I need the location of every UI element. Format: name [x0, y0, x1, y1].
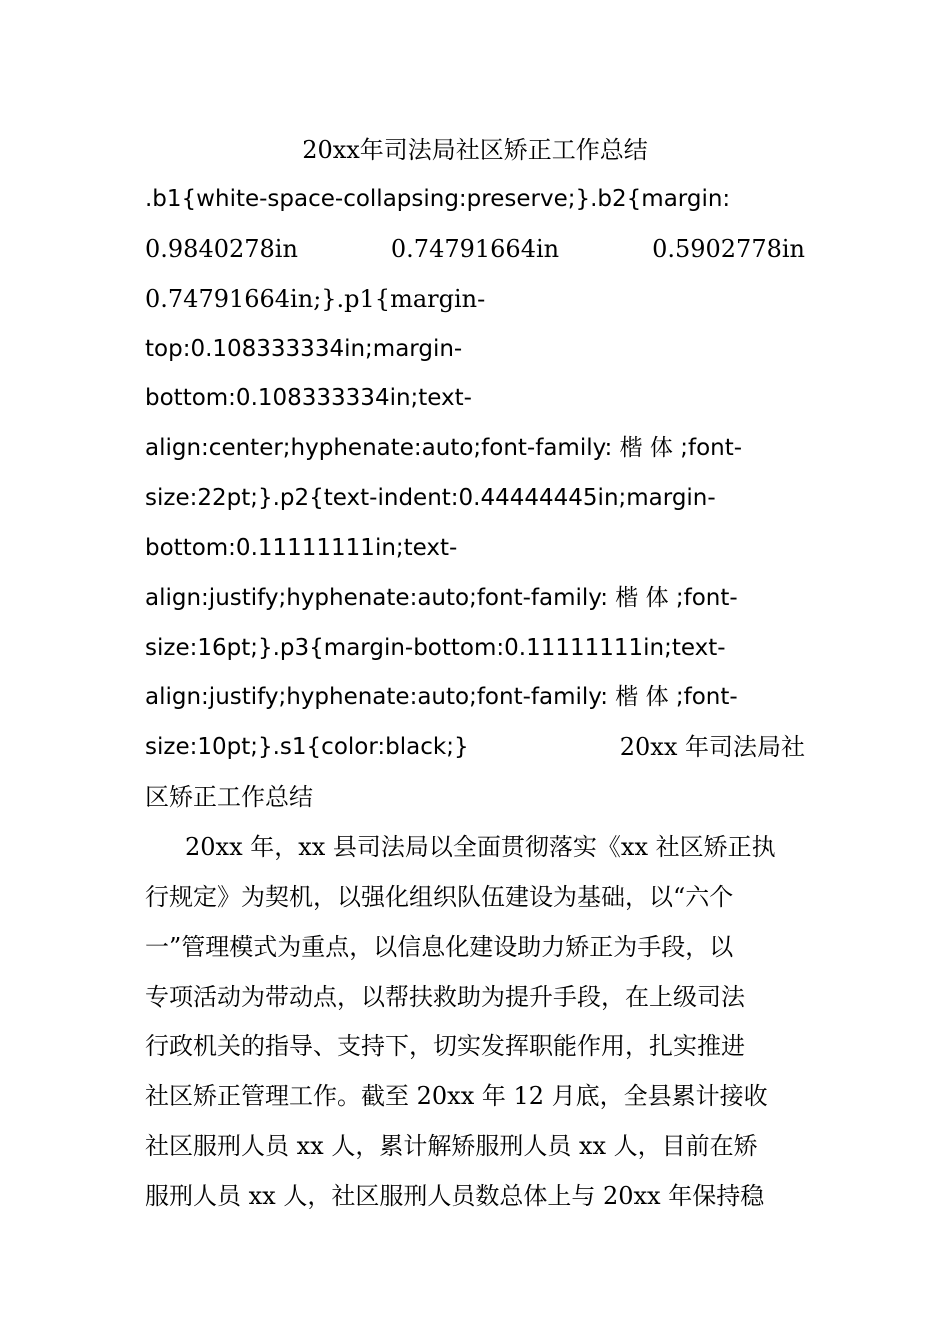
body-line: 社区矫正管理工作。截至 20xx 年 12 月底，全县累计接收	[145, 1082, 768, 1111]
body-line: 行规定》为契机，以强化组织队伍建设为基础，以“六个	[145, 882, 734, 911]
document-body	[145, 183, 805, 1230]
body-line: 专项活动为带动点，以帮扶救助为提升手段，在上级司法	[145, 982, 745, 1011]
body-line: 行政机关的指导、支持下，切实发挥职能作用，扎实推进	[145, 1032, 745, 1061]
margin-value: 0.9840278in	[145, 234, 298, 263]
css-text-line: 0.74791664in;}.p1{margin-	[145, 284, 486, 313]
body-line: 20xx 年，xx 县司法局以全面贯彻落实《xx 社区矫正执	[185, 832, 776, 861]
css-text-line: .b1{white-space-collapsing:preserve;}.b2{margin:	[145, 186, 731, 212]
css-text-line: align:justify;hyphenate:auto;font-family: 楷 体 ;font-	[145, 684, 738, 711]
margin-value: 0.5902778in	[652, 234, 805, 263]
css-last-line	[145, 731, 805, 781]
css-text-line: bottom:0.108333334in;text-	[145, 385, 472, 412]
css-text-line: align:justify;hyphenate:auto;font-family: 楷 体 ;font-	[145, 584, 738, 611]
css-text-line: top:0.108333334in;margin-	[145, 335, 463, 362]
body-line: 社区服刑人员 xx 人，累计解矫服刑人员 xx 人，目前在矫	[145, 1132, 758, 1161]
heading-fragment: 20xx 年司法局社	[619, 733, 805, 762]
css-text-line: align:center;hyphenate:auto;font-family: 楷 体 ;font-	[145, 435, 743, 462]
body-line: 一”管理模式为重点，以信息化建设助力矫正为手段，以	[145, 932, 734, 961]
css-text-line: size:16pt;}.p3{margin-bottom:0.11111111in;text-	[145, 634, 726, 661]
body-line: 服刑人员 xx 人，社区服刑人员数总体上与 20xx 年保持稳	[145, 1181, 765, 1210]
css-text-line: bottom:0.11111111in;text-	[145, 534, 458, 561]
margin-value: 0.74791664in	[390, 234, 560, 263]
heading-tail-line: 区矫正工作总结	[145, 783, 313, 812]
document-title: 20xx年司法局社区矫正工作总结	[302, 136, 648, 164]
css-text-fragment: size:10pt;}.s1{color:black;}	[145, 734, 469, 761]
margin-values-line	[145, 233, 805, 283]
css-text-line: size:22pt;}.p2{text-indent:0.44444445in;margin-	[145, 485, 716, 512]
